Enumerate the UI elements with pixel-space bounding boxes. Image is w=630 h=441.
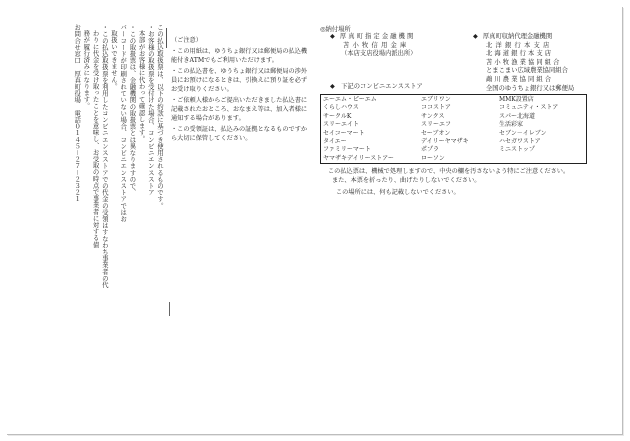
vertical-note-line: この払込取扱票は、以下の約款に基づき使用されるものです。 (156, 24, 164, 209)
vertical-note-line: 務が履行済みになります。 (82, 30, 91, 110)
handling-note: また、本票を折ったり、曲げたりしないでください。 (332, 177, 481, 184)
agent-bank-item: 北海道銀行本支店 (486, 50, 554, 58)
convenience-stores-title: ◆ 下記のコンビニエンスストア (330, 83, 423, 90)
section-divider (166, 28, 167, 48)
agent-banks-heading: 厚真町収納代理金融機関 (482, 33, 553, 40)
caution-paragraph: ・ご依頼人様からご提出いただきました払込書に記載されたおところ、おなまえ等は、加入者様に通知する場合があります。 (171, 97, 308, 122)
store-name: エーエム・ピーエム (323, 96, 377, 103)
cut-mark (169, 302, 170, 316)
payment-locations-title: ◎納付場所 (320, 26, 351, 33)
convenience-store-box (320, 94, 587, 164)
store-name: くらしハウス (323, 104, 359, 112)
store-name: セイコーマート (323, 129, 365, 137)
store-name: ローソン (421, 154, 445, 162)
store-name: スリーエフ (421, 121, 452, 129)
vertical-note-line: ・この取扱票は、金融機関の取扱票とは異なりますので、 (128, 24, 137, 196)
designated-bank-branch: （本店支店役場内派出所） (341, 50, 417, 58)
vertical-note-line: ・この払込取扱票を利用したコンビニエンスストアでの代金の受領はすなわち事業者の代 (100, 24, 109, 288)
store-name: ココストア (421, 104, 451, 112)
handling-note: この払込票は、機械で処理しますので、中央の欄を汚さないよう特にご注意ください。 (328, 168, 570, 175)
caution-paragraph: ・この払込書を、ゆうちょ銀行又は郵便局の渉外員にお預けになるときは、引換えに預り証を必ずお受け取りください。 (171, 68, 308, 93)
vertical-note-line: バーコードが印刷されていない場合、コンビニエンスストアではお (119, 24, 128, 222)
store-name: サンクス (421, 112, 445, 120)
diamond-bullet-icon: ◆ (330, 33, 335, 40)
designated-bank-name: 苫小牧信用金庫 (343, 41, 410, 49)
store-name: スパー北海道 (499, 112, 536, 120)
caution-paragraph: ・この用紙は、ゆうちょ銀行又は郵便局の払込機能付きATMでもご利用いただけます。 (171, 48, 308, 64)
vertical-note-line: わりに代金を受け取ったことを意味し、お受取の時点で事業者に対する債 (91, 30, 100, 248)
vertical-notes (74, 24, 164, 324)
store-name: セーブオン (421, 129, 451, 137)
store-column (499, 96, 558, 155)
designated-bank-block (330, 33, 417, 59)
store-name: セブン－イレブン (499, 129, 547, 137)
store-name: MMK設置店 (499, 96, 534, 103)
agent-bank-item: とまこまい広域農業協同組合 (486, 67, 568, 75)
contact-line: お問合せ窓口 厚真町役場 電話０１４５－２７－２３２１ (73, 24, 82, 203)
store-name: 生活彩家 (499, 121, 524, 129)
agent-bank-item: 苫小牧漁業協同組合 (486, 58, 562, 66)
store-name: サークルK (323, 112, 352, 120)
store-name: ヤマザキデイリーストアー (323, 154, 394, 162)
do-not-write-note: この場所には、何も記載しないでください。 (336, 189, 460, 196)
caution-paragraph: ・この受領証は、払込みの証拠となるものですから大切に保管してください。 (171, 126, 308, 142)
store-name: ハセガワストア (499, 138, 541, 146)
diamond-bullet-icon: ◆ (473, 33, 478, 40)
vertical-note-line: ・お客様の取扱票を受付けた場合、コンビニエンスストア (146, 24, 155, 196)
store-name: エブリワン (421, 96, 451, 103)
store-column (323, 96, 394, 163)
store-name: ミニストップ (499, 146, 535, 154)
store-name: コミュニティ・ストア (499, 104, 559, 112)
vertical-note-line: 取扱いできません。 (109, 30, 118, 90)
agent-bank-item: 鵡川農業協同組合 (486, 75, 554, 83)
store-name: ファミリーマート (323, 146, 371, 154)
caution-notes (171, 36, 311, 145)
store-name: ポプラ (421, 146, 440, 154)
store-name: タイエー (323, 138, 347, 146)
store-name: スリーエイト (323, 121, 360, 129)
vertical-note-line: 本部がお客様に代わって確認します。 (137, 30, 146, 143)
agent-bank-item: 全国のゆうちょ銀行又は郵便局 (486, 84, 575, 92)
designated-bank-heading: 厚真町指定金融機関 (339, 33, 416, 40)
store-column (421, 96, 469, 163)
agent-bank-item: 北洋銀行本支店 (486, 41, 553, 49)
caution-title: （ご注意） (171, 37, 202, 44)
agent-banks-block (473, 33, 574, 93)
store-name: デイリーヤマザキ (421, 138, 469, 146)
